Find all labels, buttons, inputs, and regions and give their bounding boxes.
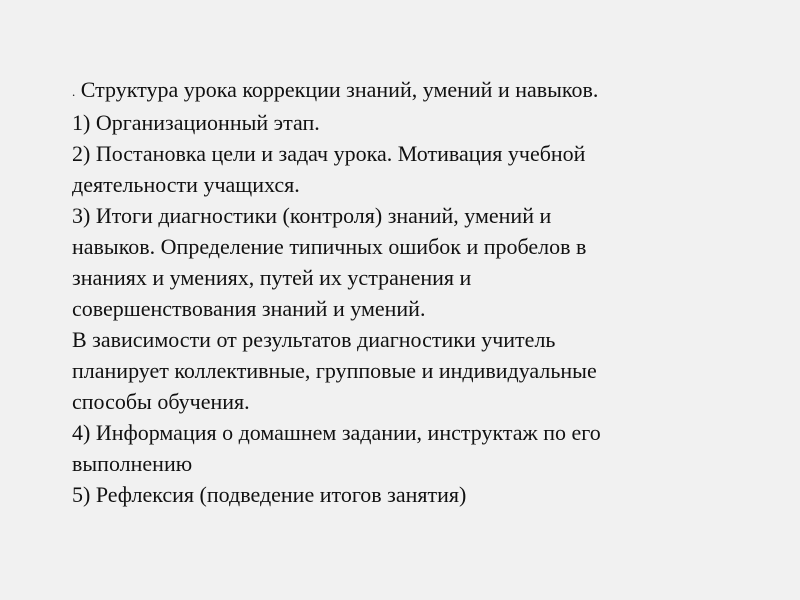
title-text: Структура урока коррекции знаний, умений и навыков. (75, 77, 599, 102)
text-line: 1) Организационный этап. (72, 110, 320, 135)
text-line: 4) Информация о домашнем задании, инструктаж по его (72, 420, 601, 445)
text-line: 2) Постановка цели и задач урока. Мотивация учебной (72, 141, 586, 166)
text-line-title (72, 74, 752, 107)
text-line: 5) Рефлексия (подведение итогов занятия) (72, 482, 467, 507)
lesson-structure-text (72, 74, 752, 510)
text-line: В зависимости от результатов диагностики учитель (72, 327, 556, 352)
text-line: знаниях и умениях, путей их устранения и (72, 265, 472, 290)
text-line: планирует коллективные, групповые и индивидуальные (72, 358, 597, 383)
text-line: совершенствования знаний и умений. (72, 296, 426, 321)
text-line: выполнению (72, 451, 193, 476)
text-line: 3) Итоги диагностики (контроля) знаний, умений и (72, 203, 552, 228)
text-line: деятельности учащихся. (72, 172, 300, 197)
lead-mark: . (72, 84, 76, 99)
text-line: способы обучения. (72, 389, 250, 414)
text-line: навыков. Определение типичных ошибок и пробелов в (72, 234, 587, 259)
